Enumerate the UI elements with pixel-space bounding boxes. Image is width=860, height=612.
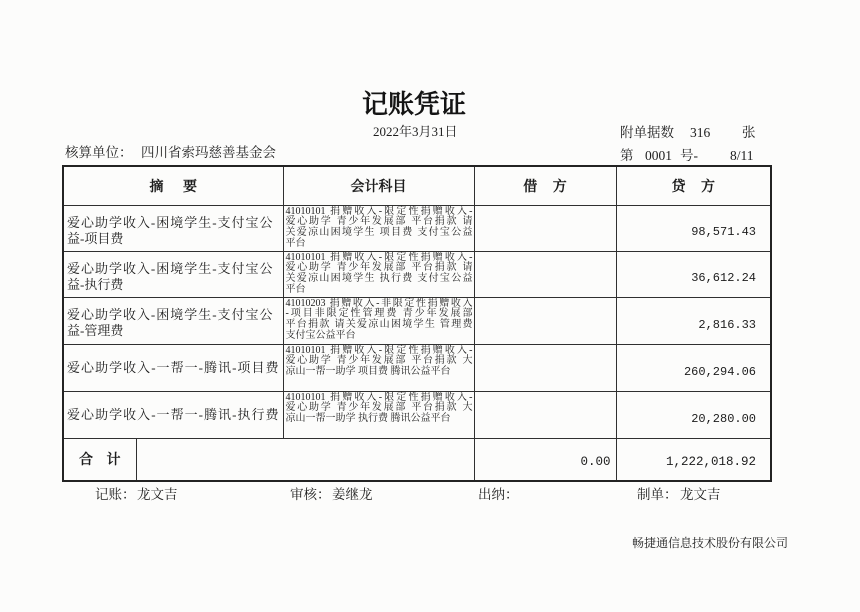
debit-header: 借 方 <box>474 166 616 205</box>
account-line: 关爱凉山困境学生 项目费 支付宝公益 <box>285 227 473 239</box>
debit-cell <box>474 251 616 297</box>
account-line: 凉山一帮一助学 执行费 腾讯公益平台 <box>285 413 451 425</box>
account-line: -项目非限定性管理费 青少年发展部 <box>285 308 473 320</box>
summary-cell <box>63 205 283 251</box>
voucher-number-suffix: 号- <box>680 148 698 163</box>
debit-cell <box>474 297 616 344</box>
summary-cell <box>63 297 283 344</box>
account-cell <box>283 344 474 391</box>
credit-header: 贷 方 <box>616 166 771 205</box>
account-cell <box>283 391 474 438</box>
voucher-title: 记账凭证 <box>362 90 467 119</box>
accounting-unit-name: 四川省索玛慈善基金会 <box>141 145 276 160</box>
reviewer-name: 姜继龙 <box>332 487 373 502</box>
account-line: 41010101 捐赠收入-限定性捐赠收入- <box>285 251 473 263</box>
software-vendor: 畅捷通信息技术股份有限公司 <box>632 536 789 550</box>
entry-row <box>63 391 771 438</box>
summary-line: 益-管理费 <box>67 323 124 338</box>
account-line: 平台捐款 请关爱凉山困境学生 管理费 <box>285 319 473 331</box>
total-label: 合 计 <box>63 438 136 481</box>
preparer-label: 制单： <box>637 487 678 502</box>
debit-cell <box>474 344 616 391</box>
account-line: 爱心助学 青少年发展部 平台捐款 请 <box>285 216 473 228</box>
accounting-unit-label: 核算单位： <box>65 145 133 160</box>
summary-line: 益-项目费 <box>67 230 124 246</box>
summary-header: 摘 要 <box>63 166 283 205</box>
account-header: 会计科目 <box>283 166 474 205</box>
entry-row <box>63 205 771 251</box>
account-line: 爱心助学 青少年发展部 平台捐款 请 <box>285 262 473 274</box>
header-row <box>63 166 771 205</box>
total-row <box>63 438 771 481</box>
cashier-label: 出纳： <box>478 487 519 502</box>
total-credit: 1,222,018.92 <box>616 438 771 481</box>
attachment-count: 316 <box>690 125 711 140</box>
summary-line: 爱心助学收入-困境学生-支付宝公 <box>67 260 273 276</box>
account-line: 关爱凉山困境学生 执行费 支付宝公益 <box>285 273 473 285</box>
voucher-number-prefix: 第 <box>620 148 634 163</box>
summary-cell <box>63 391 283 438</box>
summary-line: 爱心助学收入-一帮一-腾讯-执行费 <box>67 407 279 422</box>
summary-line: 爱心助学收入-一帮一-腾讯-项目费 <box>67 360 279 375</box>
total-blank-cell <box>136 438 474 481</box>
summary-cell <box>63 344 283 391</box>
total-debit: 0.00 <box>474 438 616 481</box>
account-line: 41010203 捐赠收入-非限定性捐赠收入 <box>285 297 473 309</box>
attachment-label: 附单据数 <box>620 125 674 140</box>
summary-line: 益-执行费 <box>67 276 124 292</box>
entry-row <box>63 344 771 391</box>
credit-amount: 98,571.43 <box>616 205 771 251</box>
account-cell <box>283 297 474 344</box>
attachment-unit: 张 <box>742 125 756 140</box>
debit-cell <box>474 205 616 251</box>
voucher-number: 0001 <box>645 148 672 163</box>
debit-cell <box>474 391 616 438</box>
account-line: 平台 <box>285 237 306 249</box>
account-line: 41010101 捐赠收入-限定性捐赠收入- <box>285 391 473 403</box>
voucher-date: 2022年3月31日 <box>373 124 458 139</box>
account-line: 41010101 捐赠收入-限定性捐赠收入- <box>285 344 473 356</box>
account-line: 凉山一帮一助学 项目费 腾讯公益平台 <box>285 366 451 378</box>
bookkeeper-label: 记账： <box>95 487 136 502</box>
account-line: 平台 <box>285 283 306 295</box>
reviewer-label: 审核： <box>290 487 331 502</box>
voucher-table <box>62 165 772 482</box>
account-line: 爱心助学 青少年发展部 平台捐款 大 <box>285 355 473 367</box>
credit-amount: 2,816.33 <box>616 297 771 344</box>
account-cell <box>283 205 474 251</box>
entry-row <box>63 297 771 344</box>
bookkeeper-name: 龙文吉 <box>137 487 178 502</box>
account-line: 41010101 捐赠收入-限定性捐赠收入- <box>285 205 473 217</box>
voucher-page: 8/11 <box>730 148 754 163</box>
credit-amount: 260,294.06 <box>616 344 771 391</box>
account-cell <box>283 251 474 297</box>
account-line: 支付宝公益平台 <box>285 329 356 341</box>
summary-line: 爱心助学收入-困境学生-支付宝公 <box>67 214 273 230</box>
credit-amount: 36,612.24 <box>616 251 771 297</box>
account-line: 爱心助学 青少年发展部 平台捐款 大 <box>285 402 473 414</box>
summary-cell <box>63 251 283 297</box>
credit-amount: 20,280.00 <box>616 391 771 438</box>
entry-row <box>63 251 771 297</box>
summary-line: 爱心助学收入-困境学生-支付宝公 <box>67 307 273 322</box>
preparer-name: 龙文吉 <box>680 487 721 502</box>
